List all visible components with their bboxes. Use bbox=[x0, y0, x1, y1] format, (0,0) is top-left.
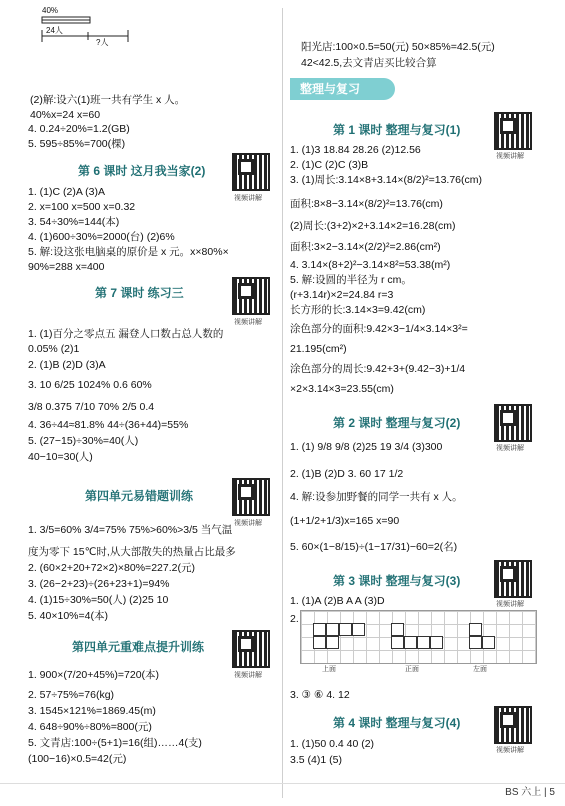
answer-line: 1. 900×(7/20+45%)=720(本) bbox=[28, 669, 160, 681]
section-title: 第 3 课时 整理与复习(3) bbox=[333, 574, 461, 588]
qr-label: 视频讲解 bbox=[234, 672, 262, 679]
qr-code-icon[interactable] bbox=[232, 478, 270, 516]
answer-line: 3. (1)周长:3.14×8+3.14×(8/2)²=13.76(cm) bbox=[290, 174, 483, 186]
answer-line: 3. 54÷30%=144(本) bbox=[28, 216, 120, 228]
answer-line: (2)周长:(3+2)×2+3.14×2=16.28(cm) bbox=[290, 220, 456, 232]
answer-line: ×2×3.14×3=23.55(cm) bbox=[290, 383, 394, 395]
column-divider bbox=[282, 8, 283, 798]
qr-label: 视频讲解 bbox=[496, 747, 524, 754]
answer-line: 面积:8×8−3.14×(8/2)²=13.76(cm) bbox=[290, 198, 443, 210]
view-cell bbox=[469, 636, 482, 649]
qr-code-icon[interactable] bbox=[494, 560, 532, 598]
view-cell bbox=[313, 623, 326, 636]
view-label-left: 左面 bbox=[473, 666, 487, 673]
answer-line: 4. 648÷90%÷80%=800(元) bbox=[28, 721, 152, 733]
answer-line: 1. (1) 9/8 9/8 (2)25 19 3/4 (3)300 bbox=[290, 441, 443, 453]
answer-line: 3. 1545×121%=1869.45(m) bbox=[28, 705, 156, 717]
answer-line: 40%x=24 x=60 bbox=[30, 109, 101, 121]
answer-line: 0.05% (2)1 bbox=[28, 343, 80, 355]
view-cell bbox=[352, 623, 365, 636]
section-title: 第 7 课时 练习三 bbox=[95, 286, 184, 300]
left-column bbox=[0, 0, 282, 806]
qr-code-icon[interactable] bbox=[494, 706, 532, 744]
answer-line: 面积:3×2−3.14×(2/2)²=2.86(cm²) bbox=[290, 241, 441, 253]
view-cell bbox=[391, 636, 404, 649]
answer-line: 1. (1)A (2)B A A (3)D bbox=[290, 595, 385, 607]
view-cell bbox=[417, 636, 430, 649]
view-cell bbox=[469, 623, 482, 636]
section-title: 第 6 课时 这月我当家(2) bbox=[78, 164, 206, 178]
diagram-number: 24人 bbox=[46, 26, 63, 35]
review-banner: 整理与复习 bbox=[290, 78, 395, 100]
section-title: 第四单元重难点提升训练 bbox=[72, 640, 205, 654]
qr-code-icon[interactable] bbox=[232, 153, 270, 191]
answer-line: 2. (1)C (2)C (3)B bbox=[290, 159, 369, 171]
footer-rule bbox=[0, 783, 565, 784]
answer-line: 5. (27−15)÷30%=40(人) bbox=[28, 435, 139, 447]
answer-line: 4. (1)15÷30%=50(人) (2)25 10 bbox=[28, 594, 169, 606]
answer-line: 5. 595÷85%=700(棵) bbox=[28, 138, 126, 150]
answer-line: (2)解:设六(1)班一共有学生 x 人。 bbox=[30, 94, 186, 106]
answer-line: 40−10=30(人) bbox=[28, 451, 93, 463]
qr-label: 视频讲解 bbox=[234, 520, 262, 527]
qr-label: 视频讲解 bbox=[234, 195, 262, 202]
view-cell bbox=[313, 636, 326, 649]
diagram-percent: 40% bbox=[42, 6, 59, 15]
answer-line: 4. 36÷44≈81.8% 44÷(36+44)=55% bbox=[28, 419, 189, 431]
answer-line: 1. (1)C (2)A (3)A bbox=[28, 186, 106, 198]
answer-line: 4. 0.24÷20%=1.2(GB) bbox=[28, 123, 130, 135]
diagram-unknown: ?人 bbox=[96, 38, 109, 47]
section-title: 第 1 课时 整理与复习(1) bbox=[333, 123, 461, 137]
answer-line: (r+3.14r)×2=24.84 r=3 bbox=[290, 289, 394, 301]
view-cell bbox=[391, 623, 404, 636]
answer-line: 3. 10 6/25 1024% 0.6 60% bbox=[28, 379, 152, 391]
answer-line: 涂色部分的周长:9.42+3+(9.42−3)+1/4 bbox=[290, 363, 466, 375]
answer-line: 3. (26−2+23)÷(26+23+1)=94% bbox=[28, 578, 170, 590]
answer-line: 2. bbox=[290, 613, 299, 625]
view-cell bbox=[430, 636, 443, 649]
view-cell bbox=[339, 623, 352, 636]
answer-line: 4. 解:设参加野餐的同学一共有 x 人。 bbox=[290, 491, 463, 503]
answer-line: 阳光店:100×0.5=50(元) 50×85%=42.5(元) bbox=[301, 41, 495, 53]
answer-line: 2. (1)B (2)D (3)A bbox=[28, 359, 106, 371]
answer-line: 5. 40×10%=4(本) bbox=[28, 610, 108, 622]
qr-code-icon[interactable] bbox=[232, 277, 270, 315]
answer-line: 3.5 (4)1 (5) bbox=[290, 754, 342, 766]
view-label-front: 正面 bbox=[405, 666, 419, 673]
answer-line: 90%=288 x=400 bbox=[28, 261, 105, 273]
qr-label: 视频讲解 bbox=[496, 601, 524, 608]
answer-line: 5. 解:设圆的半径为 r cm。 bbox=[290, 274, 412, 286]
answer-line: 4. (1)600÷30%=2000(台) (2)6% bbox=[28, 231, 175, 243]
answer-line: 21.195(cm²) bbox=[290, 343, 347, 355]
view-label-top: 上面 bbox=[322, 666, 336, 673]
page-footer: BS 六上 | 5 bbox=[505, 787, 555, 798]
qr-code-icon[interactable] bbox=[232, 630, 270, 668]
answer-line: 涂色部分的面积:9.42×3−1/4×3.14×3²= bbox=[290, 323, 468, 335]
qr-label: 视频讲解 bbox=[496, 153, 524, 160]
answer-line: 5. 文青店:100÷(5+1)=16(组)……4(支) bbox=[28, 737, 202, 749]
answer-line: (100−16)×0.5=42(元) bbox=[28, 753, 127, 765]
qr-label: 视频讲解 bbox=[496, 445, 524, 452]
answer-line: 1. (1)50 0.4 40 (2) bbox=[290, 738, 375, 750]
section-title: 第 4 课时 整理与复习(4) bbox=[333, 716, 461, 730]
answer-line: 5. 60×(1−8/15)÷(1−17/31)−60=2(名) bbox=[290, 541, 458, 553]
view-cell bbox=[482, 636, 495, 649]
view-cell bbox=[326, 623, 339, 636]
answer-line: 3/8 0.375 7/10 70% 2/5 0.4 bbox=[28, 401, 155, 413]
answer-line: 2. x=100 x=500 x=0.32 bbox=[28, 201, 136, 213]
answer-line: 5. 解:设这张电脑桌的原价是 x 元。x×80%× bbox=[28, 246, 229, 258]
answer-line: 1. (1)百分之零点五 漏登人口数占总人数的 bbox=[28, 328, 224, 340]
answer-line: 2. 57÷75%=76(kg) bbox=[28, 689, 115, 701]
qr-label: 视频讲解 bbox=[234, 319, 262, 326]
answer-line: 度为零下 15℃时,从大部散失的热量占比最多 bbox=[28, 546, 236, 558]
answer-line: (1+1/2+1/3)x=165 x=90 bbox=[290, 515, 400, 527]
qr-code-icon[interactable] bbox=[494, 404, 532, 442]
answer-line: 42<42.5,去文青店买比较合算 bbox=[301, 57, 437, 69]
section-title: 第 2 课时 整理与复习(2) bbox=[333, 416, 461, 430]
view-cell bbox=[404, 636, 417, 649]
view-cell bbox=[326, 636, 339, 649]
qr-code-icon[interactable] bbox=[494, 112, 532, 150]
section-title: 第四单元易错题训练 bbox=[85, 489, 194, 503]
answer-line: 长方形的长:3.14×3=9.42(cm) bbox=[290, 304, 426, 316]
answer-line: 2. (60×2+20+72×2)×80%=227.2(元) bbox=[28, 562, 195, 574]
answer-line: 1. (1)3 18.84 28.26 (2)12.56 bbox=[290, 144, 421, 156]
answer-line: 4. 3.14×(8+2)²−3.14×8²=53.38(m²) bbox=[290, 259, 451, 271]
answer-line: 2. (1)B (2)D 3. 60 17 1/2 bbox=[290, 468, 404, 480]
answer-line: 1. 3/5=60% 3/4=75% 75%>60%>3/5 当气温 bbox=[28, 524, 233, 536]
answer-line: 3. ③ ⑥ 4. 12 bbox=[290, 689, 350, 701]
